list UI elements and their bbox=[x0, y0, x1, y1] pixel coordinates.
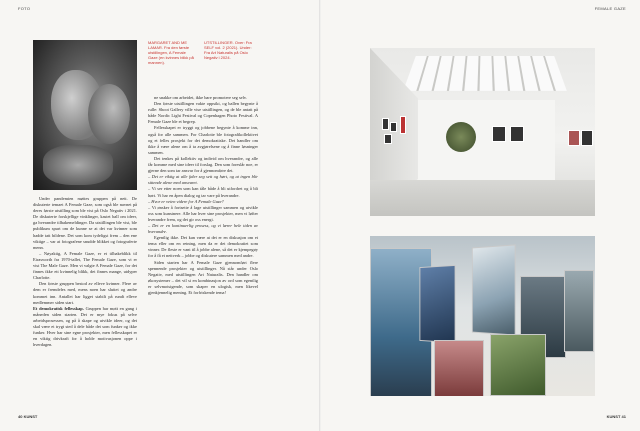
installation-photo bbox=[370, 236, 595, 396]
article-column-2 bbox=[148, 95, 258, 296]
section-label-right: FEMALE GAZE bbox=[594, 6, 626, 11]
caption-second: UTSTILLINGER. Over: Fra SELF vol. 2 (2021). Under: Fra Art Naturalis på Oslo Negativ i 2024. bbox=[204, 40, 252, 60]
gallery-interior-photo bbox=[370, 48, 595, 216]
question: – Hvor er veien videre for A Female Gaze? bbox=[148, 198, 224, 204]
magazine-name-left: KUNST bbox=[23, 414, 38, 419]
kissing-couple-photo bbox=[33, 40, 137, 190]
page-number-left: 40 bbox=[18, 414, 23, 419]
photo-panel bbox=[472, 244, 516, 335]
skylight bbox=[403, 56, 567, 91]
magazine-name-right: KUNST bbox=[606, 414, 621, 419]
artwork-frame bbox=[400, 116, 406, 134]
photo-panel bbox=[434, 340, 484, 396]
photo-panel bbox=[419, 265, 455, 343]
artwork-frame bbox=[568, 130, 580, 146]
circular-artwork bbox=[446, 122, 476, 152]
gallery-floor bbox=[370, 180, 595, 216]
subheading bbox=[33, 306, 137, 349]
back-wall bbox=[415, 100, 555, 181]
dialog-line: – Vi ønsker å fortsette å lage utstillinger sammen og utvikle oss som kunstnere. Alle har hver sine prosjekter, men vi løfter hverandre frem, og det gir oss energi. bbox=[148, 204, 258, 222]
paragraph: Det tenkes på kollektiv og individ om hverandre, og alle får komme med sine ideer til forslag. Den som foreslår noe, er gjerne den som tar ansvar for å gjennomføre det. bbox=[148, 155, 258, 174]
page-number-right: 41 bbox=[621, 414, 626, 419]
paragraph: Egentlig ikke. Det kan være at det er en diskusjon om et tema eller om en retning, men da er det demokratiet som vinner. De fleste er vant til å jobbe alene, så det er kjempegøy for å få et nettverk – jobbe og diskutere sammen med andre. bbox=[148, 235, 258, 259]
paragraph: Siden starten har A Female Gaze gjennomført flere spennende prosjekter og utstillinger. Nå står under Oslo Negativ, med utstillingen Art Naturalis. Den handler om økosystemer – det vil si en kombinasjon av ord som egentlig er selvmotsigende, som skaper en ulogisk, men likevel gjenkjennelig mening. Et forfriskende tema! bbox=[148, 259, 258, 295]
folio-right bbox=[607, 414, 626, 419]
artwork-frame bbox=[510, 126, 524, 142]
face-right bbox=[88, 84, 130, 144]
caption-first: MARGARET AND ME LAMAR. Fra den første utstillingen, A Female Gaze (en kvinnes blikk på mannen). bbox=[148, 40, 194, 65]
folio-left bbox=[18, 414, 37, 419]
artwork-frame bbox=[382, 118, 389, 130]
photo-panel bbox=[564, 270, 594, 352]
artwork-frame bbox=[384, 134, 392, 144]
pull-quote: – Det er en kontinuerlig prosess, og vi lærer hele tiden av hverandre. bbox=[148, 222, 258, 235]
paragraph: Den første gruppen bestod av elleve kvinner. Flere av dem er fremdeles med, mens noen har sluttet og andre kommet inn. Antallet har ligget stabilt på rundt elleve medlemmer siden start. bbox=[33, 281, 137, 305]
pull-quote: – Det er viktig at alle føler seg sett og hørt, og at ingen blir sittende alene med ansvaret. bbox=[148, 174, 258, 186]
page-gutter bbox=[319, 0, 321, 431]
artwork-frame bbox=[581, 130, 593, 146]
paragraph: Den første utstillingen vakte oppsikt, og ballen begynte å rulle: Shoot Gallery ville vise utstillingen, og de ble antatt på både Nordic Light Festival og Copenhagen Photo Festival. A Female Gaze ble et begrep. bbox=[148, 101, 258, 125]
section-label-left: FOTO bbox=[18, 6, 31, 11]
paragraph: Fellesskapet er tryggt og jobbene begynte å komme inn, også for alle sammen. For Charlotte ble fotografikollektivet og et felles prosjekt for det demokratiske. Det handler om ikke å være alene om å ta avgjørelsene og å finne løsninger sammen. bbox=[148, 125, 258, 155]
artwork-frame bbox=[390, 122, 397, 132]
photo-panel bbox=[490, 334, 546, 396]
paragraph: ne snakke om arbeidet, ikke bare promotere seg selv. bbox=[154, 95, 247, 100]
photo-captions bbox=[148, 40, 258, 65]
paragraph: Under pandemien møttes gruppen på nett. De diskuterte temaet A Female Gaze, som også ble navnet på deres første utstilling som ble vist på Oslo Negativ i 2021. De diskuterte forskjellige vinklinger, kastet ball om ideer, ga hverandre tilbakemeldinger. Da utstillingen ble vist, ble publikum spurt om de kunne se at det var kvinner som hadde tatt bildene. Det som kom tydeligst frem – den ene viktige – var at fotografene snudde blikket og fotograferte menn. bbox=[33, 196, 137, 250]
hand bbox=[43, 145, 113, 185]
dialog-line: – Vi ser etter noen som kan tåle både å bli utfordret og å bli hørt. Vi har en åpen dialog og tar vare på hverandre. bbox=[148, 186, 258, 198]
paragraph: – Nøyaktig, A Female Gaze, er et tilbakeblikk til Eirasworth fra 1970-tallet, The Female Gaze, som vi er vist The Male Gaze. Men vi valgte A Female Gaze, for det finnes ikke ett kvinnelig blikk, det finnes mange, utdyper Charlotte. bbox=[33, 250, 137, 281]
article-column-1 bbox=[33, 196, 137, 348]
artwork-frame bbox=[492, 126, 506, 142]
subheading-text: Et demokratisk fellesskap. bbox=[33, 305, 84, 311]
subheading-body: Gruppen har møtt en gang i måneden siden starten. Det er mye fokus på selve arbeidsprosessen, og på å skape og utvikle ideer, og det skal være et trygt sted å dele både det som funker og ikke funker. Hver har sine egne prosjekter, men fellesskapet er en viktig drivkraft for å holde motivasjonen oppe i hverdagen. bbox=[33, 305, 137, 348]
